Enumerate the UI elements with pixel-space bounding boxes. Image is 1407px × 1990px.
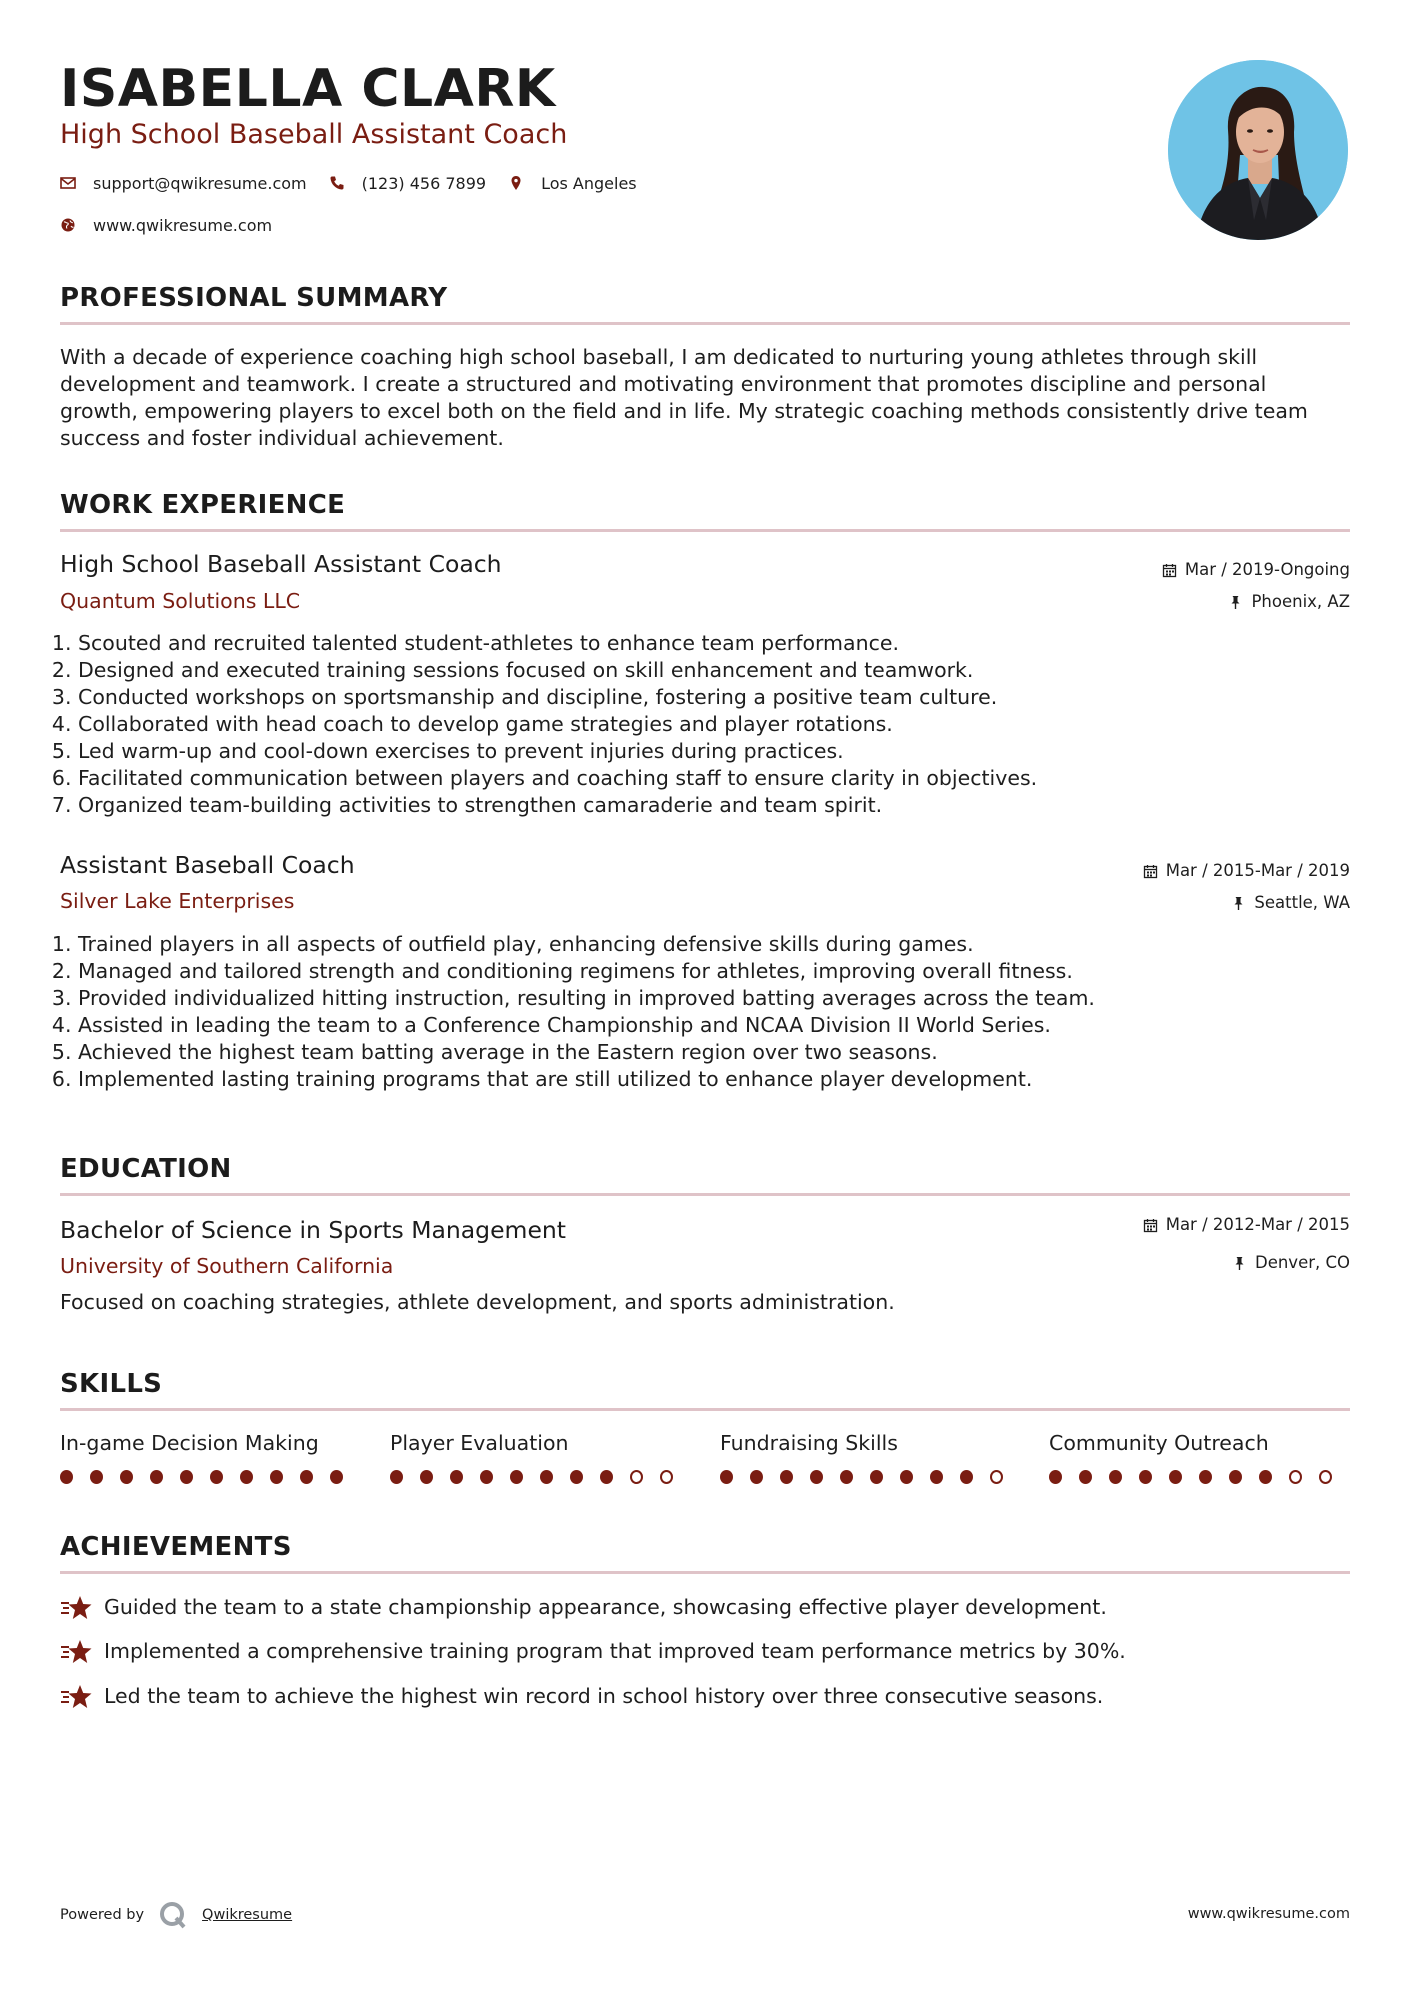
skill-dot-empty <box>990 1470 1003 1484</box>
skill-item <box>720 1430 1020 1484</box>
duty-item: 4. Collaborated with head coach to develop game strategies and player rotations. <box>78 711 1368 738</box>
job-location <box>1228 591 1350 613</box>
skill-dot-filled <box>270 1470 283 1484</box>
skill-label: Player Evaluation <box>390 1431 569 1455</box>
skill-dot-filled <box>720 1470 733 1484</box>
skill-dot-empty <box>1319 1470 1332 1484</box>
duty-item: 2. Managed and tailored strength and conditioning regimens for athletes, improving overall fitness. <box>78 958 1368 985</box>
job-dates <box>1143 860 1350 882</box>
footer-website[interactable]: www.qwikresume.com <box>1187 1906 1350 1922</box>
education-location <box>1232 1252 1350 1274</box>
education-description: Focused on coaching strategies, athlete development, and sports administration. <box>60 1290 895 1314</box>
skill-rating <box>60 1470 360 1484</box>
skill-dot-filled <box>390 1470 403 1484</box>
job-location <box>1231 892 1350 914</box>
skill-dot-filled <box>450 1470 463 1484</box>
skill-dot-empty <box>660 1470 673 1484</box>
website-item[interactable] <box>60 216 272 235</box>
duty-item: 4. Assisted in leading the team to a Conference Championship and NCAA Division II World Series. <box>78 1012 1368 1039</box>
job-location-text: Seattle, WA <box>1254 893 1350 912</box>
achievement-item <box>60 1683 1103 1710</box>
summary-text: With a decade of experience coaching high school baseball, I am dedicated to nurturing young athletes through skill development and teamwork. I create a structured and motivating environment that promotes discipline and personal growth, empowering players to excel both on the field and in life. My strategic coaching methods consistently drive team success and foster individual achievement. <box>60 345 1308 450</box>
skill-dot-filled <box>1139 1470 1152 1484</box>
calendar-icon <box>1143 864 1158 879</box>
achievement-text: Implemented a comprehensive training program that improved team performance metrics by 30%. <box>104 1639 1126 1663</box>
job-duties-list <box>60 931 1368 1093</box>
duty-item: 1. Scouted and recruited talented student-athletes to enhance team performance. <box>78 630 1368 657</box>
profile-portrait-illustration <box>1168 60 1348 240</box>
brand-link[interactable]: Qwikresume <box>202 1907 293 1923</box>
skill-dot-filled <box>300 1470 313 1484</box>
skill-item <box>1049 1430 1349 1484</box>
skill-dot-filled <box>1199 1470 1212 1484</box>
job-dates <box>1162 559 1350 581</box>
star-award-icon <box>60 1639 92 1665</box>
skill-dot-filled <box>120 1470 133 1484</box>
experience-divider <box>60 529 1350 532</box>
duty-item: 2. Designed and executed training sessions focused on skill enhancement and teamwork. <box>78 657 1368 684</box>
achievement-text: Led the team to achieve the highest win record in school history over three consecutive seasons. <box>104 1684 1104 1708</box>
qwikresume-logo <box>158 1900 188 1930</box>
skills-heading: SKILLS <box>60 1369 163 1399</box>
skill-dot-filled <box>180 1470 193 1484</box>
skill-dot-filled <box>1259 1470 1272 1484</box>
star-award-icon <box>60 1595 92 1621</box>
email-text: support@qwikresume.com <box>93 173 307 193</box>
job-title: Assistant Baseball Coach <box>60 851 355 879</box>
skill-dot-filled <box>1109 1470 1122 1484</box>
duty-item: 7. Organized team-building activities to strengthen camaraderie and team spirit. <box>78 792 1368 819</box>
skill-dot-filled <box>90 1470 103 1484</box>
duty-item: 3. Provided individualized hitting instruction, resulting in improved batting averages across the team. <box>78 985 1368 1012</box>
footer-powered-by <box>60 1900 292 1930</box>
education-location-text: Denver, CO <box>1254 1253 1350 1272</box>
achievement-item <box>60 1594 1107 1621</box>
map-pin-icon <box>508 175 524 191</box>
globe-icon <box>60 217 76 233</box>
candidate-name: ISABELLA CLARK <box>60 59 556 119</box>
skill-dot-filled <box>750 1470 763 1484</box>
skill-dot-filled <box>810 1470 823 1484</box>
summary-heading: PROFESSIONAL SUMMARY <box>60 283 448 313</box>
skills-divider <box>60 1408 1350 1411</box>
achievements-heading: ACHIEVEMENTS <box>60 1532 292 1562</box>
job-title: High School Baseball Assistant Coach <box>60 550 502 578</box>
skill-dot-empty <box>1289 1470 1302 1484</box>
skill-rating <box>1049 1470 1349 1484</box>
job-location-text: Phoenix, AZ <box>1251 592 1350 611</box>
degree-title: Bachelor of Science in Sports Management <box>60 1216 567 1244</box>
skill-dot-filled <box>780 1470 793 1484</box>
skill-dot-filled <box>1229 1470 1242 1484</box>
contact-row-2 <box>60 213 294 237</box>
calendar-icon <box>1162 563 1177 578</box>
location-text: Los Angeles <box>541 173 637 193</box>
job-dates-text: Mar / 2019-Ongoing <box>1184 560 1350 579</box>
email-item[interactable] <box>60 174 307 193</box>
skill-dot-filled <box>1049 1470 1062 1484</box>
job-company: Silver Lake Enterprises <box>60 889 295 913</box>
skill-dot-filled <box>330 1470 343 1484</box>
skill-dot-filled <box>900 1470 913 1484</box>
phone-item <box>329 174 486 193</box>
phone-text: (123) 456 7899 <box>361 173 487 193</box>
education-divider <box>60 1193 1350 1196</box>
experience-heading: WORK EXPERIENCE <box>60 490 346 520</box>
pushpin-icon <box>1228 595 1243 610</box>
skill-dot-filled <box>240 1470 253 1484</box>
skill-dot-filled <box>150 1470 163 1484</box>
skill-dot-filled <box>960 1470 973 1484</box>
job-dates-text: Mar / 2015-Mar / 2019 <box>1165 861 1350 880</box>
skill-dot-filled <box>540 1470 553 1484</box>
skill-dot-filled <box>1169 1470 1182 1484</box>
skill-item <box>390 1430 690 1484</box>
skill-dot-filled <box>840 1470 853 1484</box>
achievement-item <box>60 1638 1126 1665</box>
skill-rating <box>390 1470 690 1484</box>
achievement-text: Guided the team to a state championship appearance, showcasing effective player development. <box>104 1595 1107 1619</box>
skill-dot-filled <box>930 1470 943 1484</box>
skill-label: Community Outreach <box>1049 1431 1269 1455</box>
skill-dot-filled <box>570 1470 583 1484</box>
pushpin-icon <box>1232 1256 1247 1271</box>
star-award-icon <box>60 1684 92 1710</box>
skill-dot-filled <box>210 1470 223 1484</box>
skill-label: In-game Decision Making <box>60 1431 319 1455</box>
skill-item <box>60 1430 360 1484</box>
job-duties-list <box>60 630 1368 819</box>
location-item <box>508 174 637 193</box>
profile-photo <box>1168 60 1348 240</box>
skill-dot-filled <box>870 1470 883 1484</box>
job-company: Quantum Solutions LLC <box>60 589 301 613</box>
education-dates <box>1143 1214 1350 1236</box>
duty-item: 1. Trained players in all aspects of outfield play, enhancing defensive skills during games. <box>78 931 1368 958</box>
duty-item: 3. Conducted workshops on sportsmanship and discipline, fostering a positive team culture. <box>78 684 1368 711</box>
duty-item: 5. Led warm-up and cool-down exercises to prevent injuries during practices. <box>78 738 1368 765</box>
contact-row-1 <box>60 171 659 195</box>
skill-dot-filled <box>420 1470 433 1484</box>
powered-by-label: Powered by <box>60 1907 145 1923</box>
duty-item: 6. Implemented lasting training programs that are still utilized to enhance player development. <box>78 1066 1368 1093</box>
candidate-title: High School Baseball Assistant Coach <box>60 119 568 150</box>
summary-divider <box>60 322 1350 325</box>
skill-rating <box>720 1470 1020 1484</box>
skill-dot-filled <box>60 1470 73 1484</box>
skill-dot-empty <box>630 1470 643 1484</box>
duty-item: 6. Facilitated communication between players and coaching staff to ensure clarity in objectives. <box>78 765 1368 792</box>
website-text: www.qwikresume.com <box>93 215 273 235</box>
achievements-divider <box>60 1571 1350 1574</box>
skill-dot-filled <box>480 1470 493 1484</box>
skill-dot-filled <box>1079 1470 1092 1484</box>
education-heading: EDUCATION <box>60 1154 232 1184</box>
school-name: University of Southern California <box>60 1254 394 1278</box>
skill-dot-filled <box>600 1470 613 1484</box>
skill-label: Fundraising Skills <box>720 1431 898 1455</box>
duty-item: 5. Achieved the highest team batting average in the Eastern region over two seasons. <box>78 1039 1368 1066</box>
calendar-icon <box>1143 1218 1158 1233</box>
education-dates-text: Mar / 2012-Mar / 2015 <box>1165 1215 1350 1234</box>
envelope-icon <box>60 175 76 191</box>
pushpin-icon <box>1231 896 1246 911</box>
skill-dot-filled <box>510 1470 523 1484</box>
phone-icon <box>329 175 345 191</box>
